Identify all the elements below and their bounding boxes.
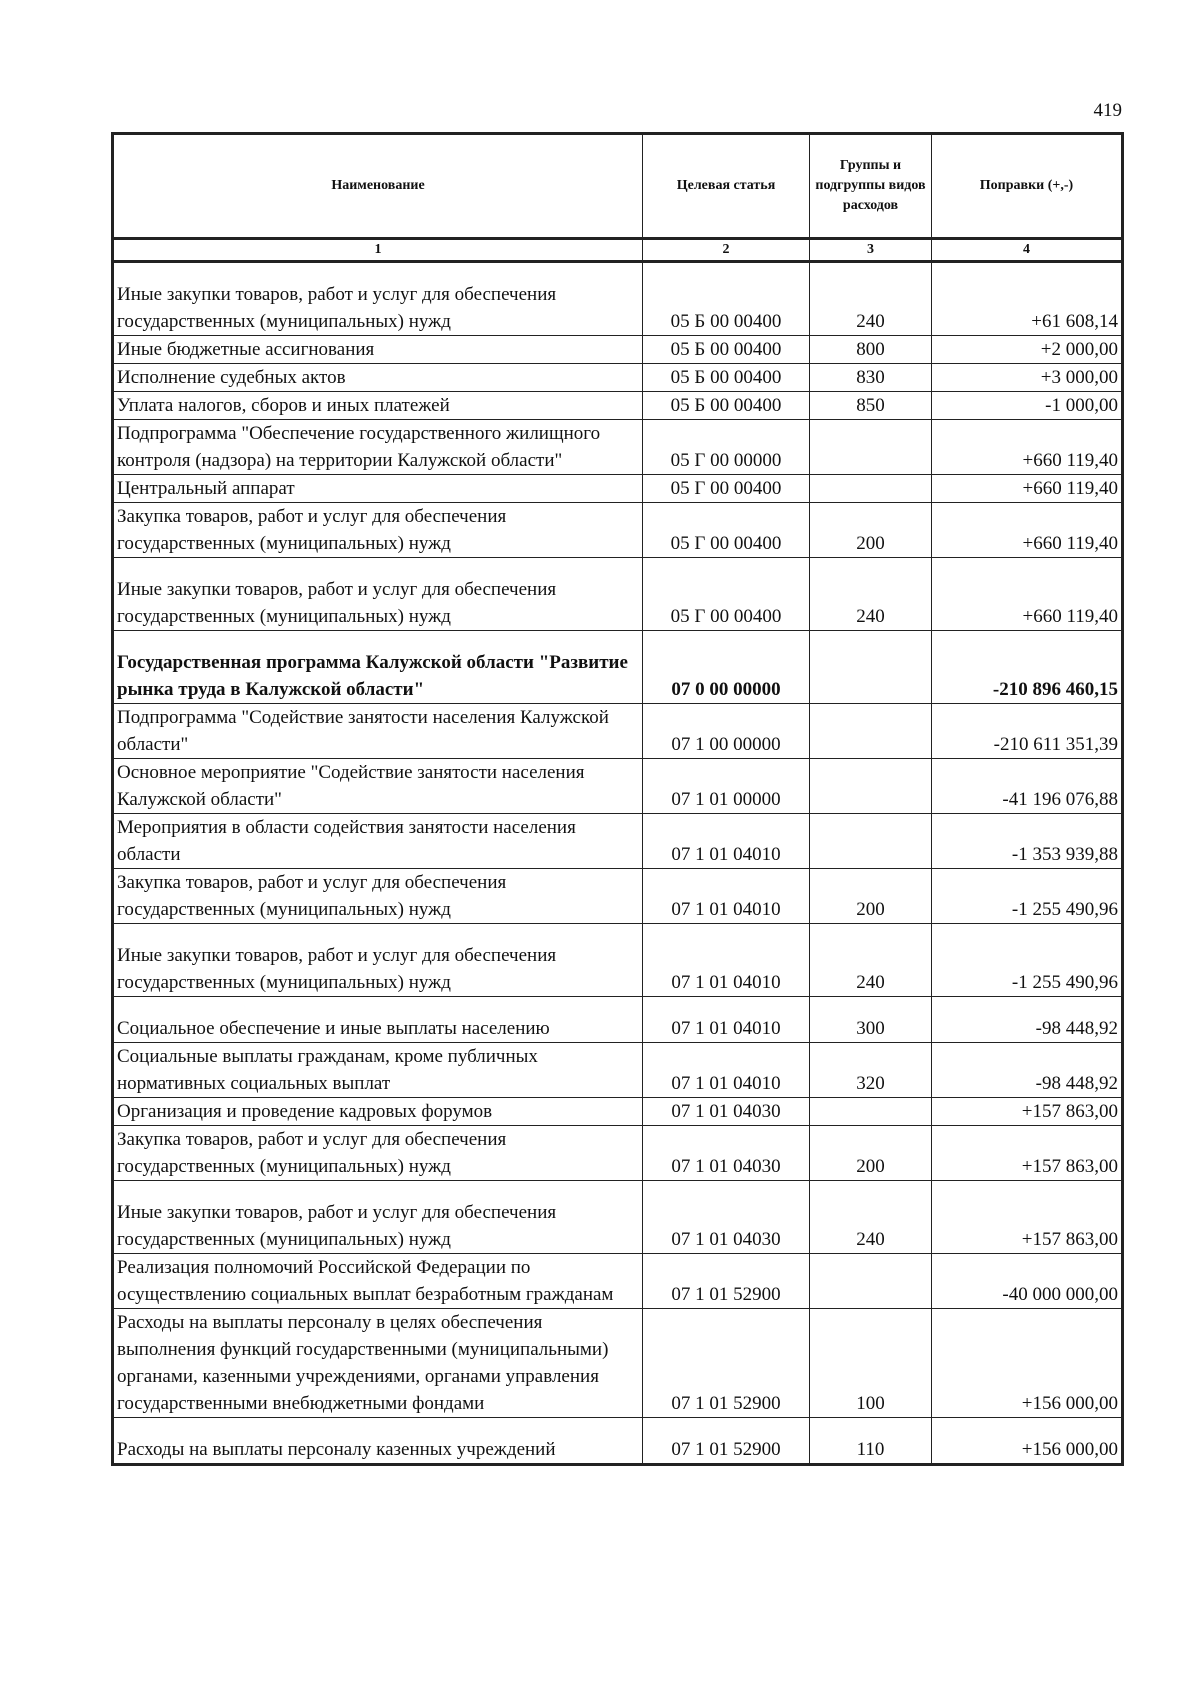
row-group (810, 420, 932, 475)
row-code: 05 Г 00 00400 (643, 503, 810, 558)
row-group: 200 (810, 503, 932, 558)
table-row (113, 869, 1123, 924)
row-name: Исполнение судебных актов (113, 364, 643, 392)
header-group: Группы и подгруппы видов расходов (810, 134, 932, 239)
row-group (810, 475, 932, 503)
row-group: 320 (810, 1043, 932, 1098)
row-amount: +157 863,00 (932, 1126, 1123, 1181)
row-name: Закупка товаров, работ и услуг для обеспечения государственных (муниципальных) нужд (113, 1126, 643, 1181)
row-code: 05 Б 00 00400 (643, 336, 810, 364)
row-amount: -1 255 490,96 (932, 869, 1123, 924)
row-code: 07 1 01 04010 (643, 997, 810, 1043)
table-row (113, 475, 1123, 503)
row-amount: +2 000,00 (932, 336, 1123, 364)
table-row (113, 1181, 1123, 1254)
table-row (113, 364, 1123, 392)
row-amount: -210 611 351,39 (932, 704, 1123, 759)
row-name: Социальные выплаты гражданам, кроме публичных нормативных социальных выплат (113, 1043, 643, 1098)
row-amount: +660 119,40 (932, 503, 1123, 558)
row-group (810, 759, 932, 814)
header-amount: Поправки (+,-) (932, 134, 1123, 239)
row-name: Реализация полномочий Российской Федерации по осуществлению социальных выплат безработным гражданам (113, 1254, 643, 1309)
table-row (113, 336, 1123, 364)
table-row-program (113, 631, 1123, 704)
table-header-row (113, 134, 1123, 239)
row-code: 07 1 01 04010 (643, 814, 810, 869)
row-name: Уплата налогов, сборов и иных платежей (113, 392, 643, 420)
table-row (113, 1098, 1123, 1126)
row-name: Закупка товаров, работ и услуг для обеспечения государственных (муниципальных) нужд (113, 869, 643, 924)
row-group: 100 (810, 1309, 932, 1418)
row-code: 07 1 00 00000 (643, 704, 810, 759)
row-amount: +61 608,14 (932, 262, 1123, 336)
row-name: Иные закупки товаров, работ и услуг для обеспечения государственных (муниципальных) нужд (113, 1181, 643, 1254)
row-group: 110 (810, 1418, 932, 1465)
row-name: Расходы на выплаты персоналу казенных учреждений (113, 1418, 643, 1465)
row-group (810, 1254, 932, 1309)
header-code: Целевая статья (643, 134, 810, 239)
row-amount: -1 353 939,88 (932, 814, 1123, 869)
row-code: 07 1 01 52900 (643, 1309, 810, 1418)
table-row (113, 392, 1123, 420)
table-row (113, 420, 1123, 475)
table-row (113, 704, 1123, 759)
row-name: Государственная программа Калужской области "Развитие рынка труда в Калужской области" (113, 631, 643, 704)
row-name: Иные закупки товаров, работ и услуг для обеспечения государственных (муниципальных) нужд (113, 558, 643, 631)
row-code: 07 1 01 00000 (643, 759, 810, 814)
row-amount: -210 896 460,15 (932, 631, 1123, 704)
row-group (810, 814, 932, 869)
row-name: Иные закупки товаров, работ и услуг для обеспечения государственных (муниципальных) нужд (113, 262, 643, 336)
row-group: 240 (810, 262, 932, 336)
row-amount: +660 119,40 (932, 475, 1123, 503)
row-amount: +660 119,40 (932, 558, 1123, 631)
row-code: 05 Г 00 00400 (643, 475, 810, 503)
table-row (113, 1254, 1123, 1309)
table-row (113, 503, 1123, 558)
row-code: 07 1 01 04030 (643, 1098, 810, 1126)
row-code: 05 Г 00 00000 (643, 420, 810, 475)
table-row (113, 1126, 1123, 1181)
row-amount: -1 000,00 (932, 392, 1123, 420)
row-name: Основное мероприятие "Содействие занятости населения Калужской области" (113, 759, 643, 814)
row-code: 07 1 01 04010 (643, 924, 810, 997)
row-amount: -41 196 076,88 (932, 759, 1123, 814)
row-group (810, 1098, 932, 1126)
row-amount: -1 255 490,96 (932, 924, 1123, 997)
row-code: 07 1 01 04030 (643, 1181, 810, 1254)
table-row (113, 997, 1123, 1043)
row-code: 07 1 01 52900 (643, 1254, 810, 1309)
row-group: 240 (810, 558, 932, 631)
row-group (810, 704, 932, 759)
row-name: Мероприятия в области содействия занятости населения области (113, 814, 643, 869)
header-name: Наименование (113, 134, 643, 239)
row-name: Социальное обеспечение и иные выплаты населению (113, 997, 643, 1043)
row-name: Подпрограмма "Обеспечение государственного жилищного контроля (надзора) на территории Калужской области" (113, 420, 643, 475)
row-name: Расходы на выплаты персоналу в целях обеспечения выполнения функций государственными (муниципальными) органами, казенными учреждениями, органами управления государственными внебюджетными фондами (113, 1309, 643, 1418)
row-group: 240 (810, 1181, 932, 1254)
row-code: 07 1 01 04030 (643, 1126, 810, 1181)
row-amount: -40 000 000,00 (932, 1254, 1123, 1309)
row-group (810, 631, 932, 704)
column-numbers-row (113, 239, 1123, 262)
row-name: Организация и проведение кадровых форумов (113, 1098, 643, 1126)
table-row (113, 924, 1123, 997)
row-amount: +157 863,00 (932, 1181, 1123, 1254)
row-code: 07 1 01 04010 (643, 1043, 810, 1098)
page-number: 419 (1093, 100, 1122, 121)
row-group: 300 (810, 997, 932, 1043)
row-group: 240 (810, 924, 932, 997)
row-group: 800 (810, 336, 932, 364)
row-code: 07 1 01 04010 (643, 869, 810, 924)
column-number: 4 (932, 239, 1123, 262)
row-amount: -98 448,92 (932, 1043, 1123, 1098)
row-code: 05 Б 00 00400 (643, 262, 810, 336)
table-row (113, 1043, 1123, 1098)
table-row (113, 558, 1123, 631)
table-row (113, 262, 1123, 336)
table-row (113, 759, 1123, 814)
row-amount: +156 000,00 (932, 1418, 1123, 1465)
row-name: Иные бюджетные ассигнования (113, 336, 643, 364)
row-amount: +3 000,00 (932, 364, 1123, 392)
row-amount: +660 119,40 (932, 420, 1123, 475)
row-amount: +157 863,00 (932, 1098, 1123, 1126)
column-number: 3 (810, 239, 932, 262)
row-name: Центральный аппарат (113, 475, 643, 503)
row-code: 05 Б 00 00400 (643, 392, 810, 420)
row-code: 07 0 00 00000 (643, 631, 810, 704)
budget-table (111, 132, 1124, 1466)
table-row (113, 814, 1123, 869)
row-amount: -98 448,92 (932, 997, 1123, 1043)
row-group: 200 (810, 869, 932, 924)
row-amount: +156 000,00 (932, 1309, 1123, 1418)
row-name: Закупка товаров, работ и услуг для обеспечения государственных (муниципальных) нужд (113, 503, 643, 558)
row-code: 07 1 01 52900 (643, 1418, 810, 1465)
column-number: 2 (643, 239, 810, 262)
table-row (113, 1309, 1123, 1418)
row-group: 850 (810, 392, 932, 420)
table-row (113, 1418, 1123, 1465)
row-name: Иные закупки товаров, работ и услуг для обеспечения государственных (муниципальных) нужд (113, 924, 643, 997)
row-group: 830 (810, 364, 932, 392)
column-number: 1 (113, 239, 643, 262)
row-code: 05 Г 00 00400 (643, 558, 810, 631)
row-name: Подпрограмма "Содействие занятости населения Калужской области" (113, 704, 643, 759)
row-code: 05 Б 00 00400 (643, 364, 810, 392)
row-group: 200 (810, 1126, 932, 1181)
